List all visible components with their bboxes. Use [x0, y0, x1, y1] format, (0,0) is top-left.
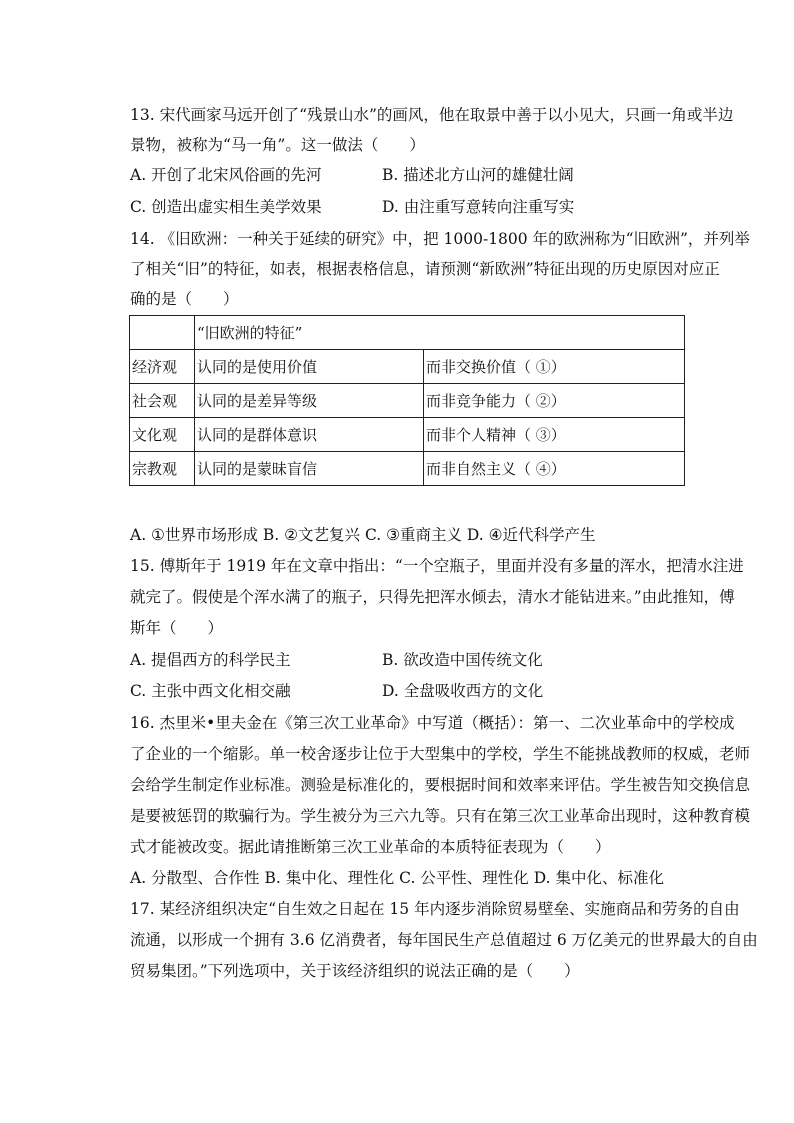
old-europe-features-table: [129, 315, 685, 486]
table-cell: 认同的是差异等级: [195, 384, 424, 418]
row-label: 文化观: [130, 418, 195, 452]
q15-stem-line1: 15. 傅斯年于 1919 年在文章中指出：“一个空瓶子，里面并没有多量的浑水，把清水注进: [130, 557, 744, 575]
q14-stem-line1: 14. 《旧欧洲：一种关于延续的研究》中，把 1000-1800 年的欧洲称为“旧欧洲”，并列举: [130, 230, 750, 248]
q15-option-a: A. 提倡西方的科学民主: [130, 651, 291, 669]
table-cell: 认同的是使用价值: [195, 350, 424, 384]
q17-stem-line3: 贸易集团。”下列选项中，关于该经济组织的说法正确的是（ ）: [130, 962, 580, 980]
q15-option-d: D. 全盘吸收西方的文化: [382, 682, 544, 700]
table-cell: 而非自然主义（ ④）: [424, 452, 685, 486]
q13-option-c: C. 创造出虚实相生美学效果: [130, 198, 322, 216]
q16-stem-line2: 了企业的一个缩影。单一校舍逐步让位于大型集中的学校，学生不能挑战教师的权威，老师: [130, 745, 751, 763]
q13-stem-line2: 景物，被称为“马一角”。这一做法（ ）: [130, 136, 425, 154]
row-label: 宗教观: [130, 452, 195, 486]
q16-stem-line5: 式才能被改变。据此请推断第三次工业革命的本质特征表现为（ ）: [130, 838, 611, 856]
table-row: [130, 418, 685, 452]
table-row: [130, 452, 685, 486]
q13-option-b: B. 描述北方山河的雄健壮阔: [382, 166, 574, 184]
table-cell: 认同的是群体意识: [195, 418, 424, 452]
table-header-cell: “旧欧洲的特征”: [195, 316, 685, 350]
q15-stem-line2: 就完了。假使是个浑水满了的瓶子，只得先把浑水倾去，清水才能钻进来。”由此推知，傅: [130, 588, 735, 606]
q13-option-a: A. 开创了北宋风俗画的先河: [130, 166, 322, 184]
q14-options: A. ①世界市场形成 B. ②文艺复兴 C. ③重商主义 D. ④近代科学产生: [130, 526, 596, 544]
row-label: 经济观: [130, 350, 195, 384]
table-cell: [130, 316, 195, 350]
q16-options: A. 分散型、合作性 B. 集中化、理性化 C. 公平性、理性化 D. 集中化、标准化: [130, 869, 664, 887]
table-row: [130, 350, 685, 384]
q14-stem-line3: 确的是（ ）: [130, 290, 239, 308]
q15-option-b: B. 欲改造中国传统文化: [382, 651, 543, 669]
table-cell: 而非个人精神（ ③）: [424, 418, 685, 452]
q16-stem-line3: 会给学生制定作业标准。测验是标准化的，要根据时间和效率来评估。学生被告知交换信息: [130, 776, 751, 794]
q15-option-c: C. 主张中西文化相交融: [130, 682, 291, 700]
q17-stem-line1: 17. 某经济组织决定“自生效之日起在 15 年内逐步消除贸易壁垒、实施商品和劳务的自由: [130, 900, 740, 918]
table-cell: 认同的是蒙昧盲信: [195, 452, 424, 486]
table-header-row: [130, 316, 685, 350]
table-row: [130, 384, 685, 418]
table-cell: 而非交换价值（ ①）: [424, 350, 685, 384]
q17-stem-line2: 流通，以形成一个拥有 3.6 亿消费者，每年国民生产总值超过 6 万亿美元的世界最大的自由: [130, 931, 758, 949]
q14-stem-line2: 了相关“旧”的特征，如表，根据表格信息，请预测“新欧洲”特征出现的历史原因对应正: [130, 260, 720, 278]
q13-option-d: D. 由注重写意转向注重写实: [382, 198, 575, 216]
table-cell: 而非竞争能力（ ②）: [424, 384, 685, 418]
q13-stem-line1: 13. 宋代画家马远开创了“残景山水”的画风，他在取景中善于以小见大，只画一角或半边: [130, 106, 734, 124]
row-label: 社会观: [130, 384, 195, 418]
q15-stem-line3: 斯年（ ）: [130, 619, 224, 637]
q16-stem-line4: 是要被惩罚的欺骗行为。学生被分为三六九等。只有在第三次工业革命出现时，这种教育模: [130, 807, 751, 825]
q16-stem-line1: 16. 杰里米•里夫金在《第三次工业革命》中写道（概括）：第一、二次业革命中的学校成: [130, 714, 735, 732]
